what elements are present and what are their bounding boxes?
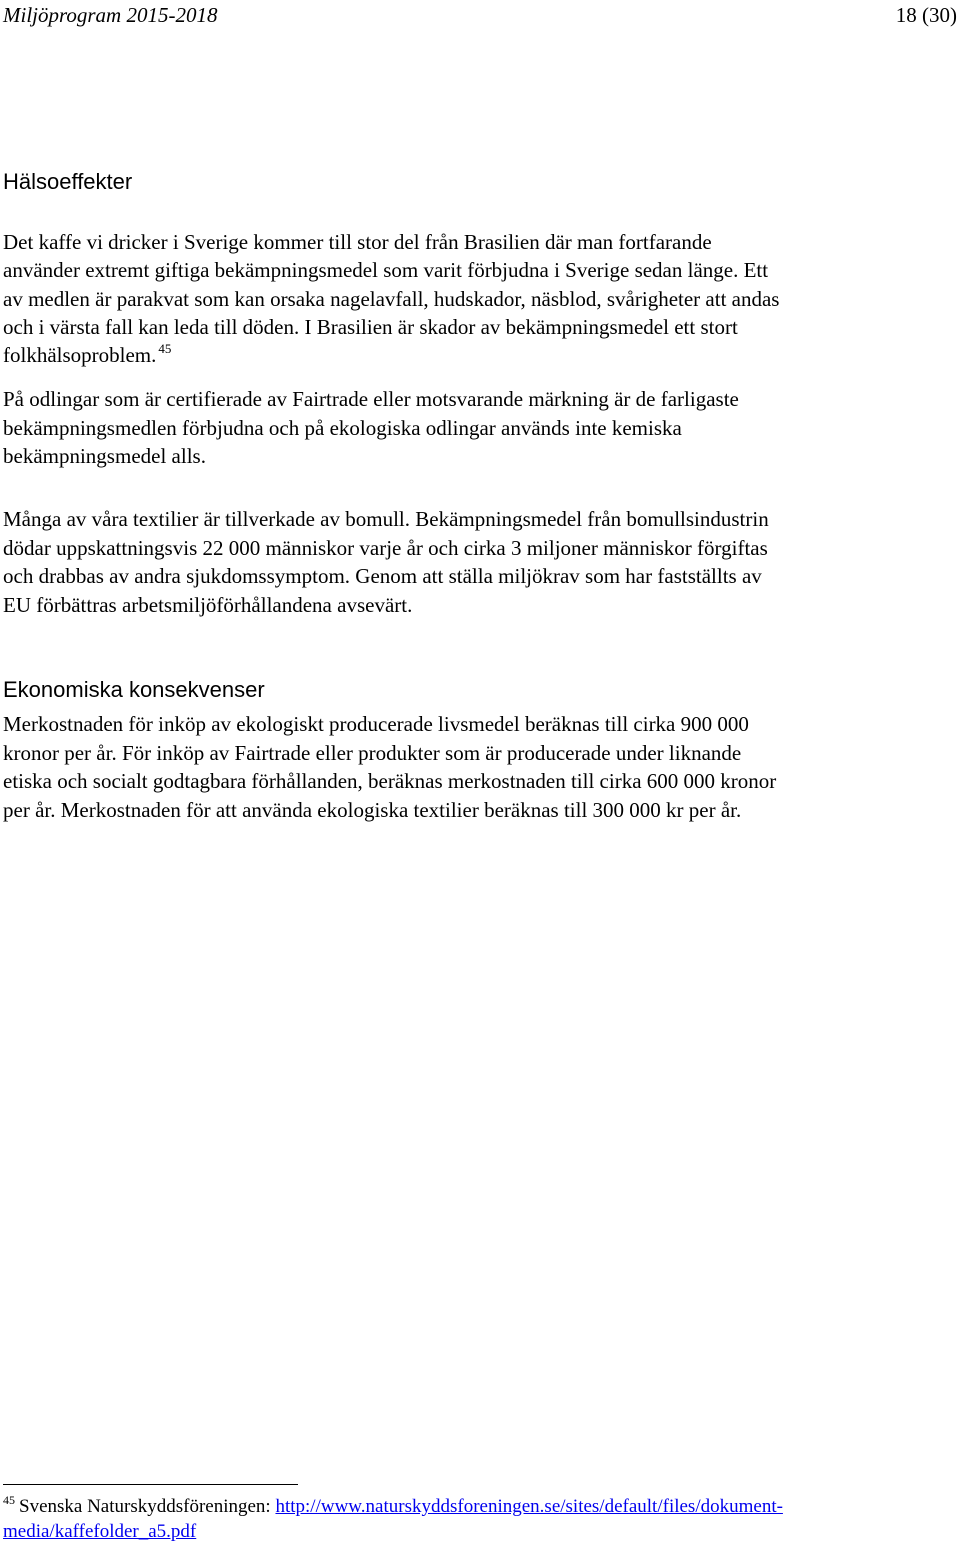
footnote-reference[interactable]: 45 [158,341,172,357]
text-line: och drabbas av andra sjukdomssymptom. Genom att ställa miljökrav som har fastställts av [3,564,762,588]
text-line: dödar uppskattningsvis 22 000 människor varje år och cirka 3 miljoner människor förgiftas [3,535,768,560]
footnote-link-continued[interactable]: media/kaffefolder_a5.pdf [3,1521,197,1542]
text-line-end: folkhälsoproblem. [3,343,157,368]
text-line [3,341,903,369]
text-line: Många av våra textilier är tillverkade av bomull. Bekämpningsmedel från bomullsindustrin [3,507,769,531]
footnote-line [3,1519,903,1544]
paragraph-cotton-textiles [3,505,903,619]
text-line: av medlen är parakvat som kan orsaka nagelavfall, hudskador, näsblod, svårigheter att andas [3,286,780,311]
text-line: bekämpningsmedel alls. [3,444,206,468]
paragraph-fairtrade-certified [3,385,903,471]
page-number: 18 (30) [895,3,957,27]
footnote [3,1494,903,1544]
footnote-separator [3,1484,298,1485]
text-line: kronor per år. För inköp av Fairtrade eller produkter som är producerade under liknande [3,740,742,765]
document-title: Miljöprogram 2015-2018 [3,3,218,27]
footnote-source: Svenska Naturskyddsföreningen: [19,1496,276,1517]
paragraph-additional-costs [3,710,903,824]
text-line: Det kaffe vi dricker i Sverige kommer till stor del från Brasilien där man fortfarande [3,230,712,254]
footnote-line [3,1494,903,1519]
text-line: bekämpningsmedlen förbjudna och på ekologiska odlingar används inte kemiska [3,415,682,440]
text-line: Merkostnaden för inköp av ekologiskt producerade livsmedel beräknas till cirka 900 000 [3,712,749,736]
paragraph-coffee-pesticides [3,228,903,369]
text-line: per år. Merkostnaden för att använda ekologiska textilier beräknas till 300 000 kr per år. [3,797,742,822]
text-line: och i värsta fall kan leda till döden. I Brasilien är skador av bekämpningsmedel ett stort [3,314,738,339]
section-heading-halsoeffekter: Hälsoeffekter [3,169,133,194]
footnote-link[interactable]: http://www.naturskyddsforeningen.se/sites/default/files/dokument- [275,1496,783,1517]
text-line: EU förbättras arbetsmiljöförhållandena avsevärt. [3,592,413,617]
section-heading-ekonomiska-konsekvenser: Ekonomiska konsekvenser [3,677,265,702]
footnote-number: 45 [3,1493,15,1507]
text-line: På odlingar som är certifierade av Fairtrade eller motsvarande märkning är de farligaste [3,387,739,411]
text-line: etiska och socialt godtagbara förhållanden, beräknas merkostnaden till cirka 600 000 kronor [3,769,777,793]
page-header [3,2,957,30]
text-line: använder extremt giftiga bekämpningsmedel som varit förbjudna i Sverige sedan länge. Ett [3,258,769,283]
